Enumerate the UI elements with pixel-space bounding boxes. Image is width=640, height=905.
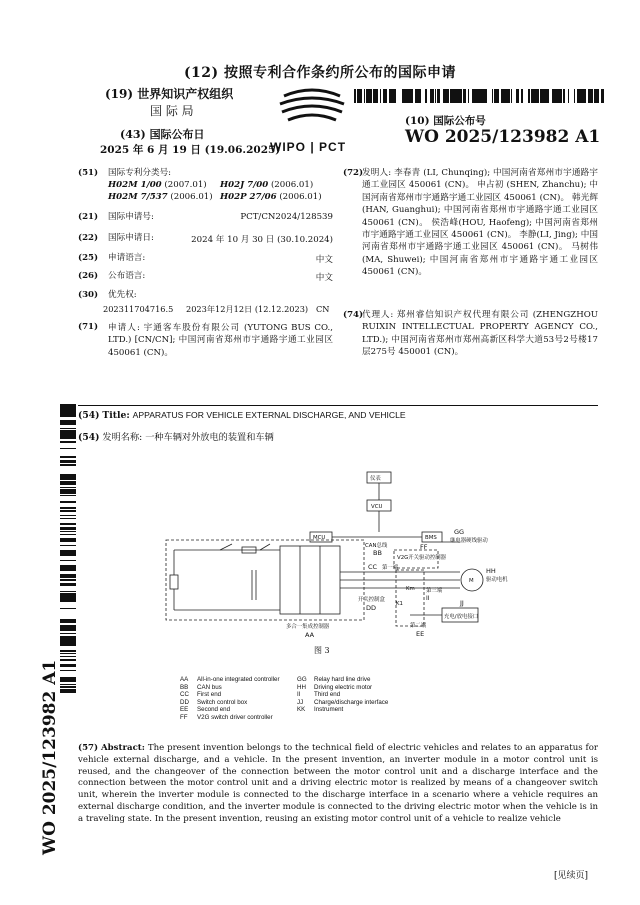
fig-label-instrument: 仪表 — [370, 476, 381, 482]
wipo-logo — [272, 88, 352, 138]
fig-label-bb: BB — [373, 549, 382, 557]
side-barcode — [60, 400, 76, 700]
fig-label-ff: FF — [420, 543, 428, 551]
fig-label-gg: GG — [454, 528, 465, 536]
separator-rule — [78, 405, 598, 406]
wipo-pct-label: WIPO | PCT — [270, 140, 347, 154]
app-no-value: PCT/CN2024/128539 — [240, 212, 333, 222]
agent-num: (74) — [343, 310, 364, 320]
fig-label-dd: DD — [366, 604, 377, 612]
fig-label-aa: AA — [305, 631, 315, 639]
fig-label-switch-box: 开关控制盒 — [358, 597, 385, 603]
fig-label-ee: EE — [416, 630, 425, 638]
fig-label-v2g: V2G开关驱动控制器 — [397, 555, 447, 561]
org-line: (19) 世界知识产权组织 — [105, 87, 234, 101]
legend-row: BB CAN bus HH Driving electric motor — [180, 683, 373, 691]
fig-label-jj: JJ — [460, 599, 464, 607]
fig-label-k1: K1 — [396, 601, 403, 607]
figure-caption: 图 3 — [314, 646, 330, 655]
pub-lang-label: 公布语言: — [108, 271, 146, 281]
pub-date-label: (43) 国际公布日 — [120, 128, 205, 141]
continued-note: [见续页] — [554, 871, 589, 881]
app-no-num: (21) — [78, 212, 99, 222]
title-zh: (54) 发明名称: 一种车辆对外放电的装置和车辆 — [78, 432, 274, 443]
ipc-label: 国际专利分类号: — [108, 168, 172, 178]
pub-lang-num: (26) — [78, 271, 99, 281]
fig-label-can-bus: CAN总线 — [365, 543, 388, 549]
filing-lang-label: 申请语言: — [108, 253, 146, 263]
pub-number: WO 2025/123982 A1 — [405, 127, 601, 147]
priority-num: (30) — [78, 290, 99, 300]
fig-label-ii: II — [426, 595, 430, 602]
priority-label: 优先权: — [108, 290, 137, 300]
filing-lang-value: 中文 — [315, 255, 333, 265]
sidebar-pub-number: WO 2025/123982 A1 — [40, 659, 60, 855]
title-en: (54) Title: APPARATUS FOR VEHICLE EXTERNAL DISCHARGE, AND VEHICLE — [78, 410, 406, 421]
pub-lang-value: 中文 — [315, 273, 333, 283]
fig-label-relay: 继电器硬线驱动 — [450, 538, 488, 544]
applicant-text: 申请人: 宇通客车股份有限公司 (YUTONG BUS CO., LTD.) [CN/CN]; 中国河南省郑州市宇通路宇通工业园区 450061 (CN)。 — [108, 323, 333, 358]
fig-label-third-end: 第三端 — [426, 588, 443, 594]
org-sub: 国 际 局 — [150, 104, 194, 118]
fig-label-cc: CC — [368, 563, 378, 571]
ipc-num: (51) — [78, 168, 99, 178]
top-barcode — [353, 89, 603, 103]
figure-legend — [180, 676, 480, 722]
priority-date: 2023年12月12日 (12.12.2023) — [186, 304, 309, 314]
pub-no-label: (10) 国际公布号 — [405, 115, 486, 127]
filing-lang-num: (25) — [78, 253, 99, 263]
pub-date: 2025 年 6 月 19 日 (19.06.2025) — [100, 144, 281, 156]
fig-label-charge-port: 充电/放电接口 — [444, 614, 479, 620]
fig-label-mcu: MCU — [313, 535, 326, 541]
fig-label-drive-motor: 驱动电机 — [486, 577, 508, 583]
fig-label-first-end: 第一端 — [382, 565, 399, 571]
legend-row: FF V2G switch driver controller — [180, 713, 273, 721]
app-no-label: 国际申请号: — [108, 212, 154, 222]
document-title: (12) 按照专利合作条约所公布的国际申请 — [183, 65, 457, 81]
legend-row: DD Switch control box JJ Charge/discharge interface — [180, 698, 389, 706]
fig-label-vcu: VCU — [371, 504, 383, 510]
filing-date-label: 国际申请日: — [108, 233, 154, 243]
fig-label-hh: HH — [486, 567, 496, 575]
filing-date-num: (22) — [78, 233, 99, 243]
fig-label-motor: M — [469, 578, 474, 584]
legend-row: CC First end II Third end — [180, 691, 341, 699]
inventors-num: (72) — [343, 168, 364, 178]
inventors-text: 发明人: 李春青 (LI, Chunqing); 中国河南省郑州市宇通路宇通工业园区 450061 (CN)。 申占初 (SHEN, Zhanchu); 中国河南省郑州市宇通路宇通工业园区 450061 (CN)。 韩光辉(HAN, Guanghui); 中国河南省郑州市宇通路宇通工业园区 450061 (CN)。 侯浩峰(HOU, Haofeng); 中国河南省郑州市宇通路宇通工业园区 450061 (CN)。 李静(LI, Jing); 中国河南省郑州市宇通路宇通工业园区 450061 (CN)。 马树伟(MA, Shuwei); 中国河南省郑州市宇通路宇通工业园区 450061 (CN)。 — [362, 168, 598, 278]
priority-app: 202311704716.5 — [103, 304, 174, 314]
fig-label-km: Km — [406, 586, 415, 592]
fig-label-bms: BMS — [425, 535, 437, 541]
fig-label-second-end: 第二端 — [410, 623, 427, 629]
priority-country: CN — [316, 304, 330, 314]
legend-row: EE Second end KK Instrument — [180, 706, 344, 714]
agent-text: 代理人: 郑州睿信知识产权代理有限公司 (ZHENGZHOU RUIXIN INTELLECTUAL PROPERTY AGENCY CO., LTD.); 中国河南省郑州市郑州高新区科学大道53号2号楼17层275号 450001 (CN)。 — [362, 310, 598, 358]
aio-box — [166, 540, 364, 620]
applicant-num: (71) — [78, 322, 99, 332]
abstract: (57) Abstract: The present invention belongs to the technical field of electric vehicles and relates to an apparatus for vehicle external discharge, and a vehicle. In the present invention, an inverter module in a motor control unit is reused, and the changeover of the connection between the motor control unit and a discharge interface and the connection between the motor control unit and a driving electric motor is realized by means of a changeover switch unit, wherein the inverter module is connected to the discharge interface in a scenario where a vehicle requires an external discharge condition, and the inverter module is connected to the driving electric motor when the vehicle is in a traveling state. In the present invention, reusing an existing motor control unit of a vehicle to realize vehicle — [78, 743, 599, 824]
switch-box — [396, 570, 424, 626]
legend-row: AA All-in-one integrated controller GG Relay hard line drive — [180, 676, 371, 683]
filing-date-value: 2024 年 10 月 30 日 (30.10.2024) — [191, 235, 333, 245]
fig-label-aio: 多合一集成控制器 — [286, 624, 330, 630]
circuit-figure — [160, 460, 508, 660]
